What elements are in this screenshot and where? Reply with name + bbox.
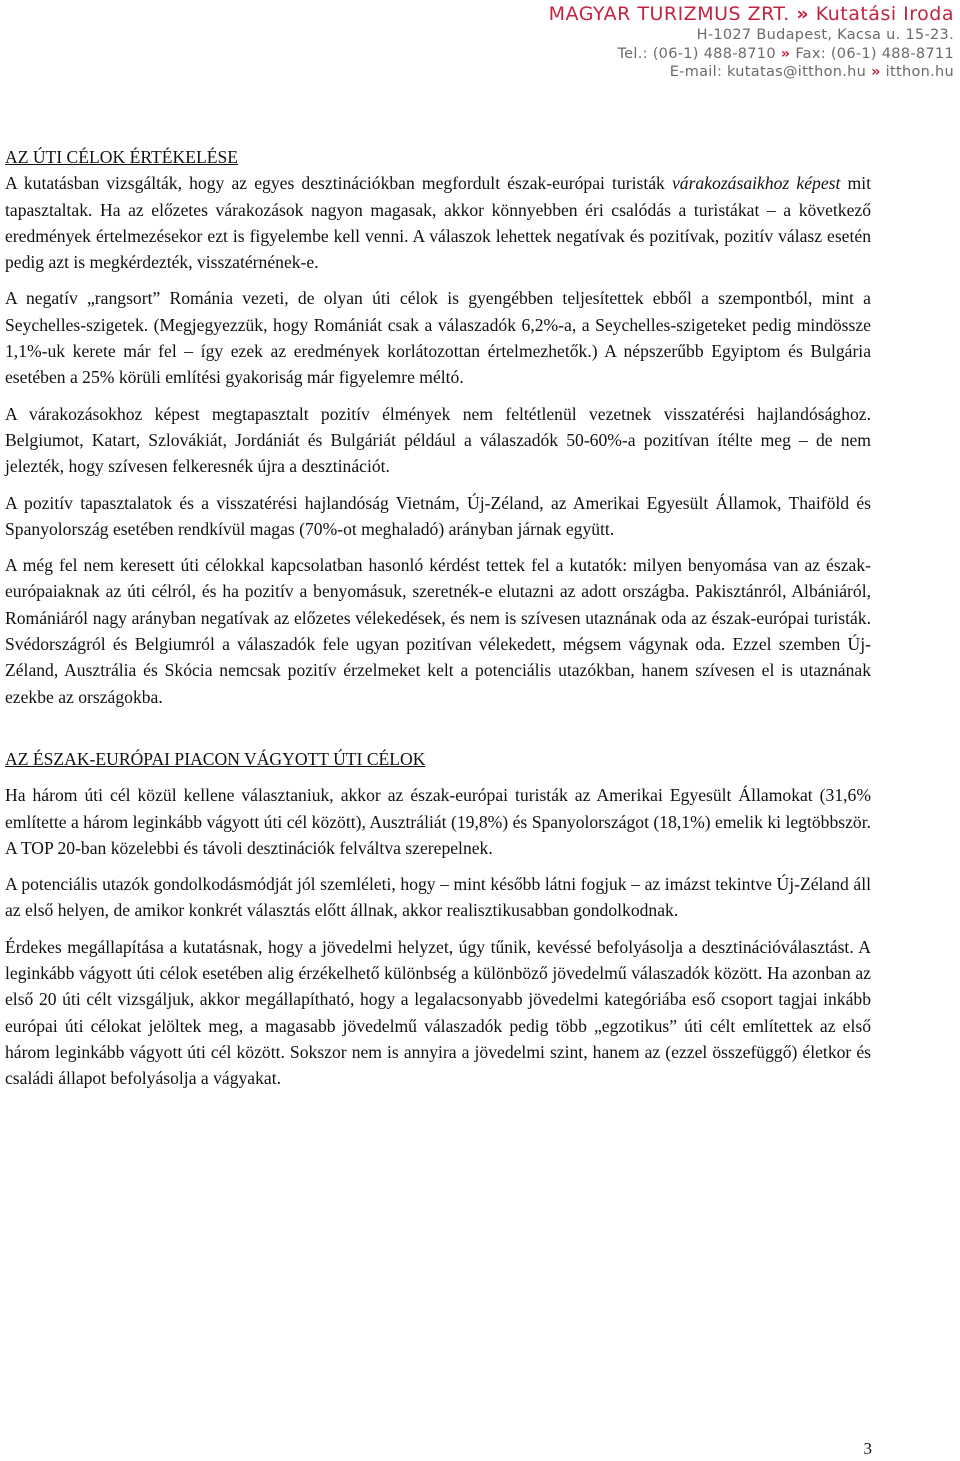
section-heading-desired-destinations: AZ ÉSZAK-EURÓPAI PIACON VÁGYOTT ÚTI CÉLOK bbox=[5, 748, 426, 769]
document-body bbox=[5, 144, 871, 1102]
paragraph: A várakozásokhoz képest megtapasztalt pozitív élmények nem feltétlenül vezetnek visszatérési hajlandósághoz. Belgiumot, Katart, Szlovákiát, Jordániát és Bulgáriát például a válaszadók 50-60%-a pozitívan ítélte meg – de nem jelezték, hogy szívesen felkeresnék újra a desztinációt. bbox=[5, 403, 871, 477]
email: E-mail: kutatas@itthon.hu bbox=[669, 64, 867, 81]
paragraph: Ha három úti cél közül kellene választaniuk, akkor az észak-európai turisták az Amerikai Egyesült Államokat (31,6% említette a három leginkább vágyott úti cél között), Ausztráliát (19,8%) és Spanyolországot (18,1%) emelik ki legtöbbször. A TOP 20-ban közelebbi és távoli desztinációk felváltva szerepelnek. bbox=[5, 785, 871, 858]
paragraph: A kutatásban vizsgálták, hogy az egyes desztinációkban megfordult észak-európai turisták várakozásaikhoz képest mit tapasztaltak. Ha az előzetes várakozások nagyon magasak, akkor könnyebben éri csalódás a turistákat – a következő eredmények értelmezésekor ezt is figyelembe kell venni. A válaszok lehettek negatívak és pozitívak, pozitív válasz esetén pedig azt is megkérdezték, visszatérnének-e. bbox=[5, 173, 871, 273]
separator-glyph: » bbox=[780, 45, 791, 62]
section-heading-evaluation: AZ ÚTI CÉLOK ÉRTÉKELÉSE bbox=[5, 147, 238, 167]
paragraph: A pozitív tapasztalatok és a visszatérési hajlandóság Vietnám, Új-Zéland, az Amerikai Egyesült Államok, Thaiföld és Spanyolország esetében rendkívül magas (70%-ot meghaladó) arányban járnak együtt. bbox=[5, 492, 871, 539]
fax: Fax: (06-1) 488-8711 bbox=[795, 45, 954, 62]
phone-fax-line bbox=[549, 45, 954, 64]
address: H-1027 Budapest, Kacsa u. 15-23. bbox=[696, 27, 954, 44]
letterhead bbox=[549, 2, 954, 82]
org-name: MAGYAR TURIZMUS ZRT. bbox=[548, 3, 790, 25]
address-line bbox=[549, 26, 954, 45]
department-name: Kutatási Iroda bbox=[815, 3, 954, 25]
paragraph: Érdekes megállapítása a kutatásnak, hogy a jövedelmi helyzet, úgy tűnik, kevéssé befolyásolja a desztinációválasztást. A leginkább vágyott úti célok esetében alig érzékelhető különbség a különböző jövedelmű válaszadók között. Ha azonban az első 20 úti célt vizsgáljuk, akkor megállapítható, hogy a legalacsonyabb jövedelmi kategóriába eső csoport tagjai inkább európai úti célokat jelöltek meg, a magasabb jövedelmű válaszadók pedig több „egzotikus” úti célt említettek az első három leginkább vágyott úti cél között. Sokszor nem is annyira a jövedelmi szint, hanem az (ezzel összefüggő) életkor és családi állapot befolyásolja a vágyakat. bbox=[5, 936, 871, 1089]
paragraph: A potenciális utazók gondolkodásmódját jól szemléleti, hogy – mint később látni fogjuk – az imázst tekintve Új-Zéland áll az első helyen, de amikor konkrét választás előtt állnak, akkor realisztikusabban gondolkodnak. bbox=[5, 874, 871, 921]
italic-phrase: várakozásaikhoz képest bbox=[671, 173, 841, 194]
paragraph: A negatív „rangsort” Románia vezeti, de olyan úti célok is gyengébben teljesítettek ebből a szempontból, mint a Seychelles-szigetek. (Megjegyezzük, hogy Romániát csak a válaszadók 6,2%-a, a Seychelles-szigeteket pedig mindössze 1,1%-uk kerete már fel – így ezek az eredmények korlátozottan értelmezhetők.) A népszerűbb Egyiptom és Bulgária esetében a 25% körüli említési gyakoriság már figyelemre méltó. bbox=[5, 288, 871, 388]
page-number: 3 bbox=[863, 1439, 872, 1458]
separator-glyph: » bbox=[796, 3, 810, 25]
separator-glyph: » bbox=[871, 64, 881, 81]
paragraph: A még fel nem keresett úti célokkal kapcsolatban hasonló kérdést tettek fel a kutatók: milyen benyomása van az észak-európaiaknak az úti célról, és ha pozitív a benyomásuk, szeretnék-e elutazni az adott országba. Pakisztánról, Albániáról, Romániáról nagy arányban negatívak az előzetes vélekedések, és nem is szívesen utaznának oda az észak-európai turisták. Svédországról és Belgiumról a válaszadók fele ugyan pozitívan vélekedett, mégsem vágynak oda. Ezzel szemben Új-Zéland, Ausztrália és Skócia nemcsak pozitív érzelmeket kelt a potenciális utazókban, hanem szívesen el is utaznának ezekbe az országokba. bbox=[5, 555, 871, 707]
contact-line bbox=[549, 63, 954, 82]
phone: Tel.: (06-1) 488-8710 bbox=[617, 45, 776, 62]
website: itthon.hu bbox=[885, 64, 954, 81]
letterhead-org-line bbox=[549, 2, 954, 26]
